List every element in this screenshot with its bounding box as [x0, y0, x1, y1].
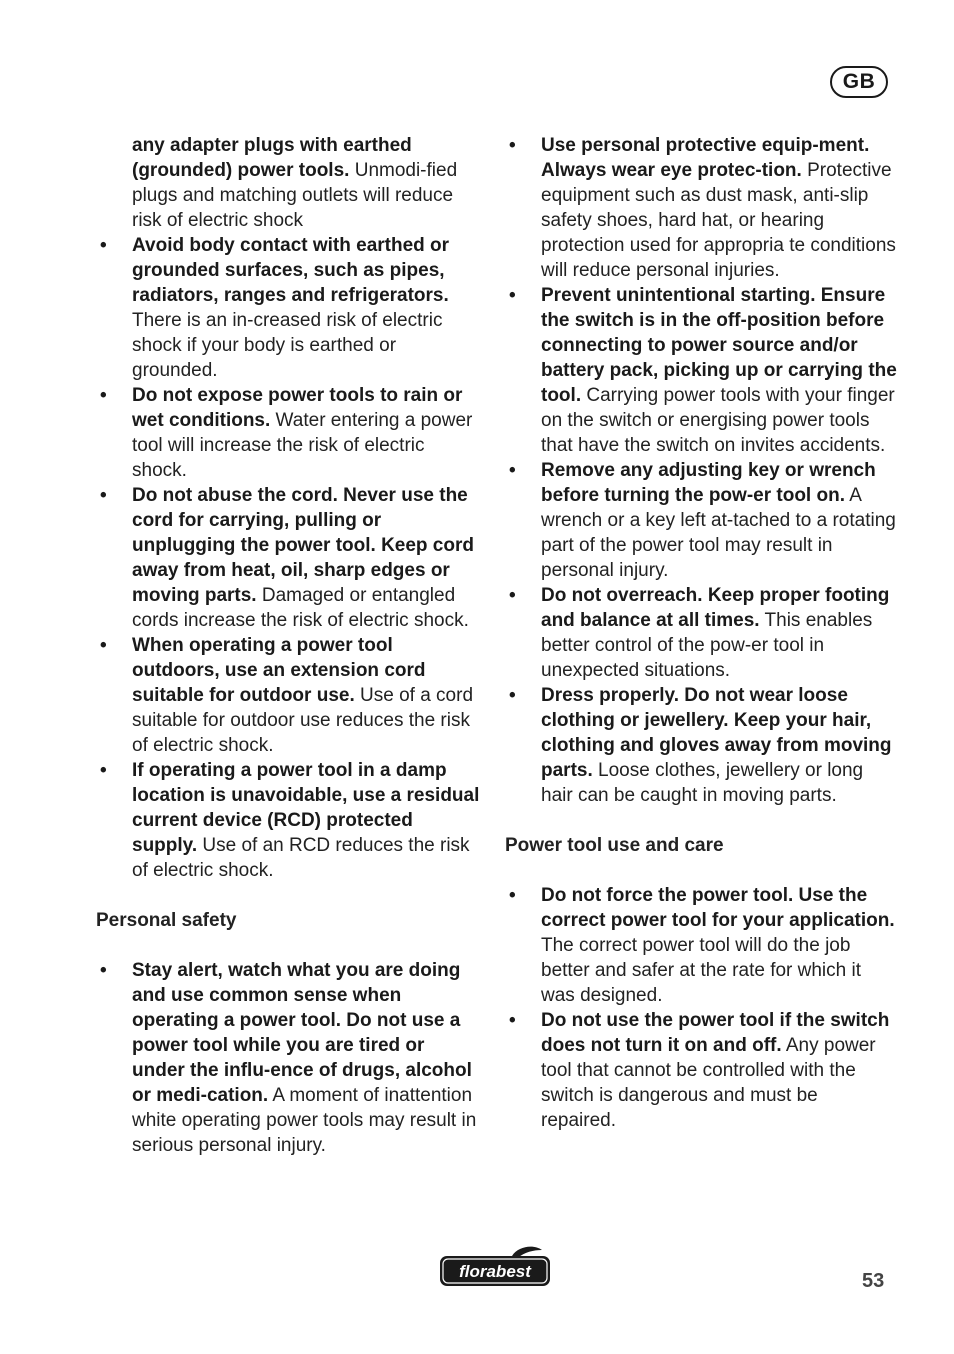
bullet: • — [100, 485, 107, 506]
item-bold-text: Do not use the power tool if the switch does not turn it on and off. — [541, 1010, 890, 1056]
item-bold-text: Prevent unintentional starting. Ensure the switch is in the off-position before connecting to power source and/or battery pack, picking up or carrying the tool. — [541, 285, 897, 406]
list-item — [96, 633, 482, 758]
bullet: • — [100, 235, 107, 256]
list-item — [505, 883, 897, 1008]
left-column — [96, 133, 482, 1158]
list-item — [505, 133, 897, 283]
item-bold-text: Do not overreach. Keep proper footing and balance at all times. — [541, 585, 890, 631]
item-bold-text: Do not expose power tools to rain or wet conditions. — [132, 385, 463, 431]
list-item — [96, 383, 482, 483]
list-item — [96, 958, 482, 1158]
item-bold-text: any adapter plugs with earthed (grounded) power tools. — [132, 135, 412, 181]
list-item — [96, 133, 482, 233]
bullet: • — [509, 685, 516, 706]
list-item — [96, 233, 482, 383]
bullet: • — [100, 760, 107, 781]
bullet: • — [509, 460, 516, 481]
logo-text: florabest — [459, 1262, 531, 1281]
list-item — [505, 583, 897, 683]
language-badge: GB — [830, 66, 888, 98]
item-text: Loose clothes, jewellery or long hair can be caught in moving parts. — [541, 760, 864, 806]
item-text: Any power tool that cannot be controlled with the switch is dangerous and must be repaired. — [541, 1035, 876, 1131]
bullet: • — [509, 885, 516, 906]
item-text: This enables better control of the pow-er tool in unexpected situations. — [541, 610, 873, 681]
item-bold-text: Use personal protective equip-ment. Always wear eye protec-tion. — [541, 135, 870, 181]
item-bold-text: Remove any adjusting key or wrench before turning the pow-er tool on. — [541, 460, 876, 506]
list-item — [505, 683, 897, 808]
bullet: • — [509, 285, 516, 306]
item-text: The correct power tool will do the job better and safer at the rate for which it was designed. — [541, 935, 862, 1006]
right-column — [505, 133, 897, 1133]
item-bold-text: When operating a power tool outdoors, use an extension cord suitable for outdoor use. — [132, 635, 426, 706]
item-text: Carrying power tools with your finger on the switch or energising power tools that have the switch on invites accidents. — [541, 385, 895, 456]
bullet: • — [509, 1010, 516, 1031]
bullet: • — [100, 960, 107, 981]
item-bold-text: Avoid body contact with earthed or grounded surfaces, such as pipes, radiators, ranges and refrigerators. — [132, 235, 450, 306]
page-number: 53 — [862, 1270, 885, 1292]
item-text: Use of a cord suitable for outdoor use reduces the risk of electric shock. — [132, 685, 474, 756]
item-bold-text: Do not force the power tool. Use the correct power tool for your application. — [541, 885, 895, 931]
list-item — [96, 483, 482, 633]
item-text: Water entering a power tool will increase the risk of electric shock. — [132, 410, 473, 481]
list-item — [505, 283, 897, 458]
item-bold-text: Do not abuse the cord. Never use the cord for carrying, pulling or unplugging the power tool. Keep cord away from heat, oil, sharp edges or moving parts. — [132, 485, 474, 606]
section-heading: Power tool use and care — [505, 835, 724, 856]
section-heading: Personal safety — [96, 910, 237, 931]
item-text: Unmodi-fied plugs and matching outlets will reduce risk of electric shock — [132, 160, 458, 231]
item-text: Damaged or entangled cords increase the risk of electric shock. — [132, 585, 469, 631]
item-text: Use of an RCD reduces the risk of electric shock. — [132, 835, 470, 881]
bullet: • — [100, 385, 107, 406]
bullet: • — [509, 585, 516, 606]
florabest-logo — [438, 1246, 552, 1288]
item-text: Protective equipment such as dust mask, anti-slip safety shoes, hard hat, or hearing protection used for appropria te conditions will reduce personal injuries. — [541, 160, 896, 281]
list-item — [505, 458, 897, 583]
bullet: • — [509, 135, 516, 156]
item-bold-text: Stay alert, watch what you are doing and use common sense when operating a power tool. Do not use a power tool while you are tired or under the influ-ence of drugs, alcohol or medi-cation. — [132, 960, 472, 1106]
item-text: A moment of inattention white operating power tools may result in serious personal injury. — [132, 1085, 477, 1156]
list-item — [96, 758, 482, 883]
item-bold-text: Dress properly. Do not wear loose clothing or jewellery. Keep your hair, clothing and gloves away from moving parts. — [541, 685, 892, 781]
list-item — [505, 1008, 897, 1133]
item-bold-text: If operating a power tool in a damp location is unavoidable, use a residual current device (RCD) protected supply. — [132, 760, 480, 856]
item-text: There is an in-creased risk of electric shock if your body is earthed or grounded. — [132, 310, 443, 381]
bullet: • — [100, 635, 107, 656]
item-text: A wrench or a key left at-tached to a rotating part of the power tool may result in personal injury. — [541, 485, 896, 581]
